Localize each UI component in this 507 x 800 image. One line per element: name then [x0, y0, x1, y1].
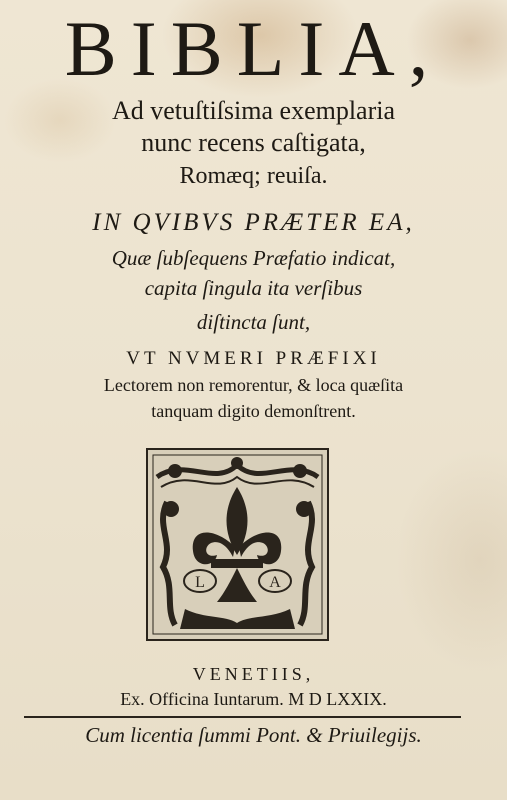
italic-line-2: capita ſingula ita verſibus	[144, 276, 363, 300]
italic-caps-line: IN QVIBVS PRÆTER EA,	[92, 209, 415, 236]
imprint-place: VENETIIS,	[192, 664, 315, 684]
subtitle-line-3: Romæq; reuiſa.	[179, 163, 328, 189]
horizontal-rule	[24, 716, 461, 718]
license-line: Cum licentia ſummi Pont. & Priuilegijs.	[85, 723, 422, 747]
device-initial-left: L	[195, 574, 205, 591]
italic-line-3: diſtincta ſunt,	[196, 310, 311, 334]
fleur-de-lis-printer-device-icon	[145, 447, 330, 642]
roman-line-2: tanquam digito demonſtrent.	[151, 401, 356, 421]
page-title: BIBLIA,	[64, 5, 443, 92]
roman-caps-line: VT NVMERI PRÆFIXI	[126, 348, 381, 369]
subtitle-line-1: Ad vetuſtiſsima exemplaria	[111, 96, 396, 125]
device-initial-right: A	[269, 574, 281, 591]
roman-line-1: Lectorem non remorentur, & loca quæſita	[103, 375, 404, 395]
imprint-press-and-year: Ex. Officina Iuntarum. M D LXXIX.	[120, 689, 387, 709]
subtitle-line-2: nunc recens caſtigata,	[141, 128, 366, 157]
italic-line-1: Quæ ſubſequens Præfatio indicat,	[111, 246, 396, 270]
